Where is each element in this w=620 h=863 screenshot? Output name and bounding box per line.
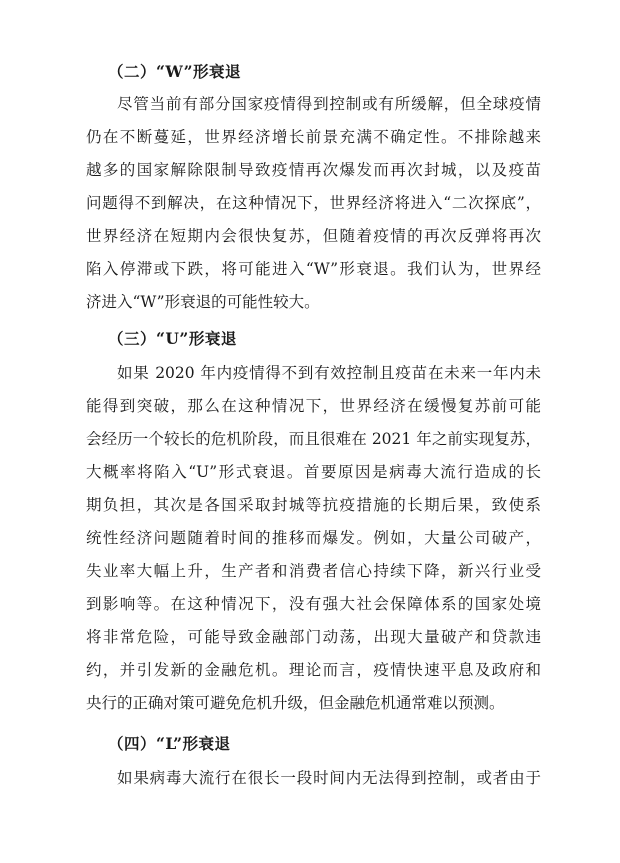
section-heading-u-recession: （三）“U”形衰退: [108, 329, 237, 348]
paragraph-line: 将非常危险，可能导致金融部门动荡，出现大量破产和贷款违: [86, 628, 541, 646]
paragraph-line: 到影响等。在这种情况下，没有强大社会保障体系的国家处境: [86, 595, 541, 613]
paragraph-line: 统性经济问题随着时间的推移而爆发。例如，大量公司破产，: [86, 529, 541, 547]
paragraph-line: 央行的正确对策可避免危机升级，但金融危机通常难以预测。: [86, 694, 505, 712]
paragraph-l-recession: [86, 762, 541, 795]
paragraph-line: 仍在不断蔓延，世界经济增长前景充满不确定性。不排除越来: [86, 128, 541, 146]
paragraph-u-recession: [86, 357, 541, 720]
paragraph-line: 越多的国家解除限制导致疫情再次爆发而再次封城，以及疫苗: [86, 161, 541, 179]
paragraph-line: 如果 2020 年内疫情得不到有效控制且疫苗在未来一年内未: [117, 364, 541, 382]
paragraph-line: 世界经济在短期内会很快复苏，但随着疫情的再次反弹将再次: [86, 227, 541, 245]
paragraph-line: 约，并引发新的金融危机。理论而言，疫情快速平息及政府和: [86, 661, 541, 679]
paragraph-line: 济进入“W”形衰退的可能性较大。: [86, 293, 320, 311]
paragraph-line: 尽管当前有部分国家疫情得到控制或有所缓解，但全球疫情: [117, 95, 541, 113]
section-heading-l-recession: （四）“L”形衰退: [108, 734, 231, 753]
paragraph-line: 大概率将陷入“U”形式衰退。首要原因是病毒大流行造成的长: [86, 463, 541, 481]
paragraph-line: 陷入停滞或下跌，将可能进入“W”形衰退。我们认为，世界经: [86, 260, 541, 278]
paragraph-line: 能得到突破，那么在这种情况下，世界经济在缓慢复苏前可能: [86, 397, 541, 415]
paragraph-line: 期负担，其次是各国采取封城等抗疫措施的长期后果，致使系: [86, 496, 541, 514]
paragraph-line: 会经历一个较长的危机阶段，而且很难在 2021 年之前实现复苏，: [86, 430, 541, 448]
paragraph-line: 如果病毒大流行在很长一段时间内无法得到控制，或者由于: [117, 769, 541, 787]
section-heading-w-recession: （二）“W”形衰退: [108, 62, 242, 81]
paragraph-line: 失业率大幅上升，生产者和消费者信心持续下降，新兴行业受: [86, 562, 541, 580]
paragraph-w-recession: [86, 88, 541, 319]
paragraph-line: 问题得不到解决，在这种情况下，世界经济将进入“二次探底”，: [86, 194, 541, 212]
